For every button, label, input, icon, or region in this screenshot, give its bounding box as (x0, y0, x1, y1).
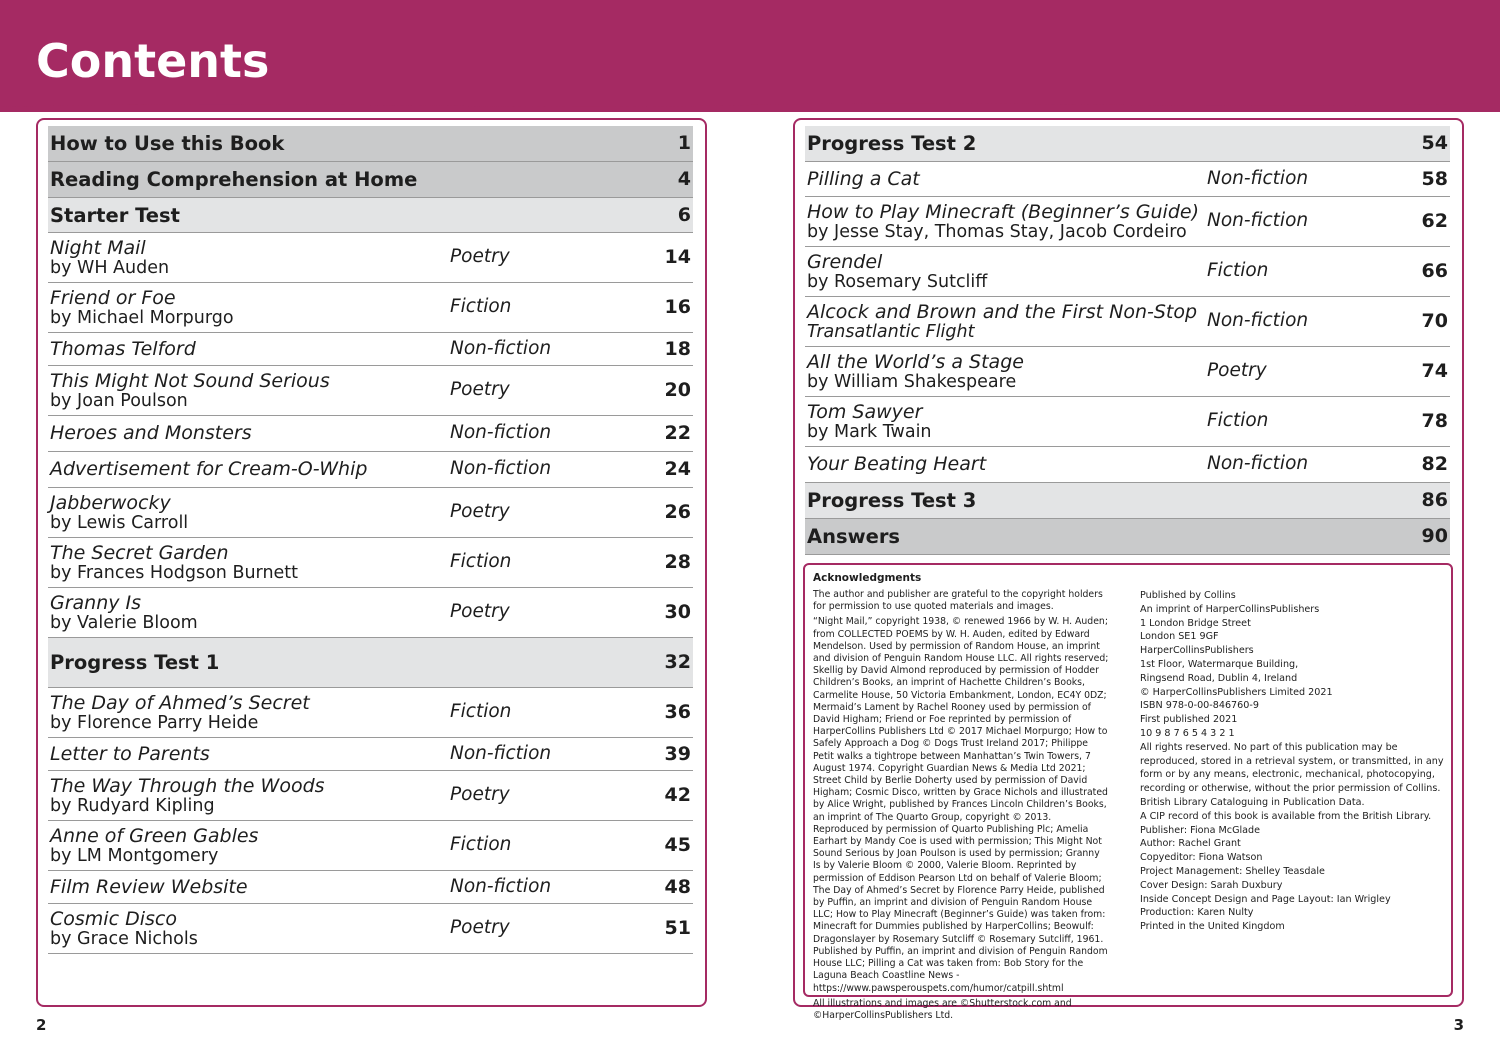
toc-entry-author: Transatlantic Flight (807, 322, 975, 342)
toc-entry-author: by WH Auden (50, 258, 170, 278)
acknowledgment-text: Ringsend Road, Dublin 4, Ireland (1140, 672, 1298, 684)
toc-entry-title: Film Review Website (50, 875, 248, 898)
acknowledgment-text: Published by Collins (1140, 590, 1236, 601)
acknowledgment-text: Production: Karen Nulty (1140, 907, 1254, 919)
toc-section-row (48, 198, 693, 233)
acknowledgments-title: Acknowledgments (813, 572, 922, 584)
toc-entry-row (805, 297, 1450, 347)
toc-entry-title: All the World’s a Stage (807, 351, 1024, 373)
toc-entry-title: Your Beating Heart (807, 453, 987, 475)
acknowledgments-column-1 (813, 589, 1109, 1025)
toc-entry-genre: Fiction (1207, 410, 1269, 431)
toc-entry-author: by Rosemary Sutcliff (807, 272, 988, 292)
toc-entry-title: Granny Is (50, 592, 142, 614)
toc-section-title: Progress Test 3 (807, 489, 977, 512)
toc-page-number: 78 (1421, 410, 1448, 432)
toc-entry-row (48, 904, 693, 954)
toc-entry-row (48, 771, 693, 821)
toc-page-number: 82 (1421, 453, 1448, 475)
toc-entry-title: Jabberwocky (50, 492, 171, 514)
toc-page-number: 62 (1421, 210, 1448, 232)
acknowledgment-text: British Library Cataloguing in Publication Data. (1140, 796, 1365, 808)
toc-entry-genre: Fiction (450, 296, 512, 317)
acknowledgment-text: A CIP record of this book is available from the British Library. (1140, 810, 1432, 822)
toc-entry-genre: Poetry (450, 784, 510, 805)
toc-section-title: Reading Comprehension at Home (50, 168, 418, 191)
toc-entry-genre: Fiction (450, 834, 512, 855)
contents-panel-left (36, 118, 707, 1007)
toc-entry-title: The Secret Garden (50, 542, 229, 564)
toc-entry-genre: Non-fiction (450, 458, 552, 479)
toc-entry-genre: Poetry (450, 246, 510, 267)
toc-entry-genre: Non-fiction (1207, 310, 1309, 331)
toc-entry-title: The Day of Ahmed’s Secret (50, 692, 310, 714)
toc-entry-row (805, 397, 1450, 447)
toc-entry-row (48, 738, 693, 771)
toc-entry-row (48, 366, 693, 416)
toc-entry-title: Grendel (807, 251, 883, 273)
acknowledgment-text: HarperCollinsPublishers (1140, 645, 1254, 657)
acknowledgment-text: Inside Concept Design and Page Layout: Ian Wrigley (1140, 893, 1391, 905)
toc-entry-row (805, 447, 1450, 483)
acknowledgment-text: Publisher: Fiona McGlade (1140, 824, 1261, 836)
acknowledgment-text: London SE1 9GF (1140, 631, 1219, 643)
toc-entry-author: by William Shakespeare (807, 372, 1017, 392)
acknowledgment-text: ISBN 978-0-00-846760-9 (1140, 700, 1259, 712)
acknowledgment-text: All rights reserved. No part of this publication may be reproduced, stored in a retrieval system, or transmitted, in any form or by any means, electronic, mechanical, photocopying, recording or otherwise, without the prior permission of Collins. (1140, 741, 1444, 795)
toc-entry-author: by Lewis Carroll (50, 513, 189, 533)
acknowledgment-text: © HarperCollinsPublishers Limited 2021 (1140, 686, 1333, 698)
page-number-right: 3 (1453, 1016, 1464, 1034)
toc-entry-row (48, 538, 693, 588)
toc-section-row (48, 638, 693, 688)
toc-page-number: 14 (664, 246, 691, 268)
toc-entry-row (805, 162, 1450, 197)
page-number-left: 2 (36, 1016, 47, 1034)
toc-list-right (805, 126, 1450, 555)
acknowledgment-text: The author and publisher are grateful to the copyright holders for permission to use quoted materials and images. (813, 589, 1103, 613)
toc-page-number: 54 (1421, 132, 1448, 154)
toc-entry-genre: Non-fiction (1207, 210, 1309, 231)
acknowledgment-text: Printed in the United Kingdom (1140, 921, 1285, 933)
toc-entry-author: by Rudyard Kipling (50, 796, 215, 816)
toc-entry-title: Heroes and Monsters (50, 422, 252, 444)
acknowledgment-text: All illustrations and images are ©Shutterstock.com and ©HarperCollinsPublishers Ltd. (813, 997, 1072, 1021)
toc-entry-genre: Poetry (450, 601, 510, 622)
toc-page-number: 51 (664, 917, 691, 939)
toc-entry-title: Advertisement for Cream-O-Whip (50, 458, 368, 480)
toc-entry-genre: Non-fiction (450, 337, 552, 359)
toc-entry-row (48, 416, 693, 452)
toc-entry-author: by Joan Poulson (50, 391, 188, 411)
toc-entry-row (48, 333, 693, 366)
toc-entry-row (805, 197, 1450, 247)
toc-page-number: 42 (664, 784, 691, 806)
toc-entry-row (48, 871, 693, 904)
toc-entry-genre: Poetry (450, 501, 510, 522)
toc-entry-title: Tom Sawyer (807, 401, 923, 423)
toc-entry-genre: Fiction (450, 701, 512, 722)
toc-entry-title: Thomas Telford (50, 337, 196, 360)
acknowledgment-text: An imprint of HarperCollinsPublishers (1140, 603, 1320, 615)
toc-entry-genre: Non-fiction (1207, 453, 1309, 474)
toc-entry-title: The Way Through the Woods (50, 775, 325, 797)
toc-entry-genre: Non-fiction (450, 742, 552, 764)
toc-page-number: 4 (677, 168, 691, 190)
acknowledgment-text: 1 London Bridge Street (1140, 617, 1251, 629)
toc-entry-genre: Poetry (450, 917, 510, 938)
toc-entry-author: by Michael Morpurgo (50, 308, 234, 328)
toc-section-row (805, 483, 1450, 519)
toc-page-number: 24 (664, 458, 691, 480)
toc-page-number: 70 (1421, 310, 1448, 332)
toc-entry-genre: Non-fiction (1207, 167, 1309, 189)
toc-entry-row (805, 247, 1450, 297)
toc-page-number: 18 (664, 337, 691, 360)
toc-entry-row (48, 452, 693, 488)
toc-section-row (48, 162, 693, 198)
toc-entry-author: by Grace Nichols (50, 929, 198, 949)
toc-entry-title: Night Mail (50, 237, 146, 259)
page-title: Contents (36, 34, 270, 88)
toc-page-number: 39 (664, 742, 691, 765)
toc-entry-row (48, 821, 693, 871)
toc-entry-title: Cosmic Disco (50, 908, 177, 930)
toc-entry-title: Alcock and Brown and the First Non-Stop (807, 301, 1198, 323)
toc-entry-genre: Poetry (1207, 360, 1267, 381)
toc-entry-title: Letter to Parents (50, 742, 210, 765)
toc-entry-genre: Poetry (450, 379, 510, 400)
banner-wave (0, 95, 1500, 115)
acknowledgment-text: 10 9 8 7 6 5 4 3 2 1 (1140, 727, 1235, 739)
toc-entry-row (48, 588, 693, 638)
toc-entry-row (48, 283, 693, 333)
toc-page-number: 86 (1421, 489, 1448, 511)
toc-entry-genre: Fiction (450, 551, 512, 572)
toc-entry-row (48, 488, 693, 538)
toc-page-number: 45 (664, 834, 691, 856)
toc-section-title: Starter Test (50, 203, 180, 227)
toc-page-number: 74 (1421, 360, 1448, 382)
toc-page-number: 20 (664, 379, 691, 401)
toc-list-left (48, 126, 693, 954)
toc-page-number: 16 (664, 296, 691, 318)
toc-entry-title: Anne of Green Gables (50, 825, 259, 847)
toc-section-title: How to Use this Book (50, 132, 285, 155)
toc-entry-genre: Non-fiction (450, 875, 552, 897)
toc-page-number: 30 (664, 601, 691, 623)
toc-page-number: 1 (677, 132, 691, 154)
toc-entry-author: by LM Montgomery (50, 846, 219, 866)
toc-entry-row (48, 688, 693, 738)
toc-entry-title: Friend or Foe (50, 287, 176, 309)
toc-section-row (805, 519, 1450, 555)
toc-entry-genre: Fiction (1207, 260, 1269, 281)
toc-section-title: Answers (807, 525, 901, 548)
toc-entry-author: by Florence Parry Heide (50, 713, 259, 733)
toc-page-number: 58 (1421, 167, 1448, 190)
toc-page-number: 66 (1421, 260, 1448, 282)
acknowledgment-text: 1st Floor, Watermarque Building, (1140, 658, 1299, 670)
acknowledgments-box (803, 563, 1453, 1021)
toc-entry-author: by Mark Twain (807, 422, 932, 442)
acknowledgment-text: Copyeditor: Fiona Watson (1140, 852, 1263, 864)
toc-section-row (48, 126, 693, 162)
toc-page-number: 48 (664, 875, 691, 898)
toc-section-title: Progress Test 2 (807, 132, 977, 155)
toc-entry-row (805, 347, 1450, 397)
acknowledgment-text: First published 2021 (1140, 714, 1238, 726)
toc-entry-title: How to Play Minecraft (Beginner’s Guide) (807, 201, 1199, 223)
toc-page-number: 28 (664, 551, 691, 573)
toc-entry-author: by Jesse Stay, Thomas Stay, Jacob Cordeiro (807, 222, 1187, 242)
toc-entry-author: by Frances Hodgson Burnett (50, 563, 299, 583)
toc-entry-title: This Might Not Sound Serious (50, 370, 330, 392)
acknowledgments-column-2 (1140, 589, 1450, 934)
toc-section-title: Progress Test 1 (50, 651, 220, 674)
toc-page-number: 6 (677, 203, 691, 226)
toc-page-number: 90 (1421, 525, 1448, 547)
acknowledgment-text: “Night Mail,” copyright 1938, © renewed 1966 by W. H. Auden; from COLLECTED POEMS by W. H. Auden, edited by Edward Mendelson. Used by permission of Random House, an imprint and division of Penguin Random House LLC. All rights reserved; Skellig by David Almond reproduced by permission of Hodder Children’s Books, an imprint of Hachette Children’s Books, Carmelite House, 50 Victoria Embankment, London, EC4Y 0DZ; Mermaid’s Lament by Rachel Rooney used by permission of David Higham; Friend or Foe reprinted by permission of HarperCollins Publishers Ltd © 2017 Michael Morpurgo; How to Safely Approach a Dog © Dogs Trust Ireland 2017; Philippe Petit walks a tightrope between Manhattan’s Twin Towers, 7 August 1974. Copyright Guardian News & Media Ltd 2021; Street Child by Berlie Doherty used by permission of David Higham; Cosmic Disco, written by Grace Nichols and illustrated by Alice Wright, published by Frances Lincoln Children’s Books, an imprint of The Quarto Group, copyright © 2013. Reproduced by permission of Quarto Publishing Plc; Amelia Earhart by Mandy Coe is used with permission; This Might Not Sound Serious by Joan Poulson is used by permission; Granny Is by Valerie Bloom © 2000, Valerie Bloom. Reprinted by permission of Eddison Pearson Ltd on behalf of Valerie Bloom; The Day of Ahmed’s Secret by Florence Parry Heide, published by Puffin, an imprint and division of Penguin Random House LLC; How to Play Minecraft (Beginner’s Guide) was taken from: Minecraft for Dummies published by HarperCollins; Beowulf: Dragonslayer by Rosemary Sutcliff © Rosemary Sutcliff, 1961. Published by Puffin, an imprint and division of Penguin Random House LLC; Pilling a Cat was taken from: Bob Story for the Laguna Beach Coastline News - https://www.pawsperouspets.com/humor/catpill.shtml (813, 616, 1109, 994)
toc-entry-author: by Valerie Bloom (50, 613, 198, 633)
toc-section-row (805, 126, 1450, 162)
toc-entry-row (48, 233, 693, 283)
toc-page-number: 26 (664, 501, 691, 523)
toc-entry-genre: Non-fiction (450, 422, 552, 443)
toc-page-number: 32 (664, 651, 691, 673)
acknowledgment-text: Project Management: Shelley Teasdale (1140, 865, 1325, 877)
acknowledgment-text: Author: Rachel Grant (1140, 838, 1241, 850)
toc-page-number: 36 (664, 701, 691, 723)
acknowledgment-text: Cover Design: Sarah Duxbury (1140, 879, 1283, 891)
toc-page-number: 22 (664, 422, 691, 444)
toc-entry-title: Pilling a Cat (807, 167, 920, 190)
